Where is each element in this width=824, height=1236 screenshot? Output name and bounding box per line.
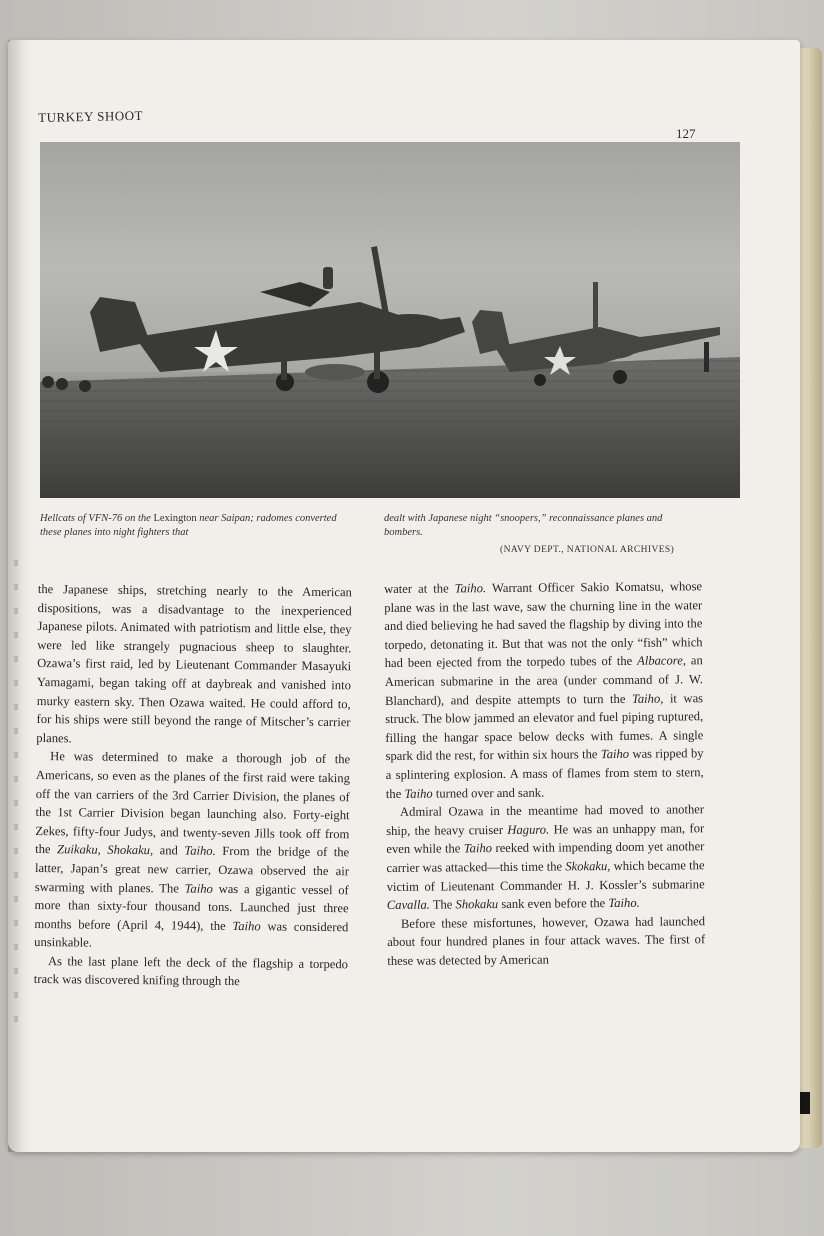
- body-text: Admiral Ozawa in the meantime had moved to another ship, the heavy cruiser: [386, 802, 705, 838]
- italic-text: Skokaku,: [565, 858, 611, 874]
- body-text: He was determined to make a thorough job of the Americans, so even as the planes of the first raid were taking off the van carriers of the 3rd Carrier Division, the planes of the 1st Carrier Division began launching also. Forty-eight Zekes, fifty-four Judys, and twenty-seven Jills took off from the: [35, 749, 351, 857]
- body-text: The: [429, 897, 456, 912]
- caption-part: Lexington: [153, 513, 197, 524]
- book-tab-marker: [800, 1092, 810, 1114]
- body-text: water at the: [384, 581, 455, 596]
- italic-text: Taiho.: [184, 843, 216, 859]
- photo-caption-right: dealt with Japanese night “snoopers,” reconnaissance planes and bombers.: [384, 513, 663, 538]
- caption-part: Hellcats of VFN-76 on the: [40, 513, 154, 524]
- body-text: and: [153, 843, 185, 858]
- paragraph: [384, 577, 704, 803]
- body-text: Before these misfortunes, however, Ozawa had launched about four hundred planes in four attack waves. The first of these was detected by American: [387, 913, 706, 968]
- italic-text: Shokaku: [455, 897, 499, 912]
- italic-text: Taiho: [463, 841, 493, 856]
- hellcat-carrier-photo: [40, 142, 740, 498]
- margin-pencil-marks: [14, 560, 18, 1040]
- body-text: turned over and sank.: [432, 785, 545, 801]
- aircraft-carrier-deck-photo-icon: [40, 142, 740, 498]
- italic-text: Albacore,: [637, 653, 686, 669]
- page-gutter-shadow: [8, 40, 30, 1152]
- body-text: it was struck. The blow jammed an elevator and fuel piping ruptured, filling the hangar space below decks with fumes. A single spark did the rest, for within six hours the: [385, 690, 704, 764]
- body-text: sank even before the: [498, 896, 609, 912]
- body-text: was considered unsinkable.: [34, 919, 349, 950]
- body-text: was a gigantic vessel of more than sixty-four thousand tons. Launched just three months before (April 4, 1944), the: [34, 881, 349, 933]
- body-text: an American submarine in the area (under command of J. W. Blanchard), and despite attempts to turn the: [384, 653, 703, 708]
- italic-text: Taiho: [404, 786, 433, 801]
- paragraph: [387, 912, 705, 971]
- body-text: From the bridge of the latter, Japan’s great new carrier, Ozawa observed the air swarming with planes. The: [34, 844, 350, 896]
- italic-text: Taiho: [232, 918, 261, 934]
- italic-text: Zuikaku, Shokaku,: [57, 842, 154, 858]
- photo-credit: (NAVY DEPT., NATIONAL ARCHIVES): [500, 545, 675, 555]
- paragraph: [36, 580, 352, 751]
- italic-text: Taiho: [184, 881, 213, 896]
- italic-text: Haguro.: [507, 822, 550, 837]
- body-text: As the last plane left the deck of the flagship a torpedo track was discovered knifing through the: [33, 954, 349, 989]
- body-text: Warrant Officer Sakio Komatsu, whose plane was in the last wave, saw the churning line in the water and died believing he had saved the flagship by diving into the torpedo, detonating it. But that was not the only “fish” which had been ejected from the torpedo tubes of the: [384, 579, 703, 671]
- paragraph: [34, 952, 348, 992]
- italic-text: Taiho: [600, 747, 630, 762]
- paragraph: [34, 747, 350, 955]
- paragraph: [386, 800, 705, 914]
- page-number: 127: [676, 126, 696, 141]
- body-text: which became the victim of Lieutenant Commander H. J. Kossler’s submarine: [386, 858, 705, 894]
- italic-text: Taiho.: [454, 581, 487, 596]
- running-head: TURKEY SHOOT: [38, 107, 144, 125]
- text-column-left: [34, 580, 352, 992]
- italic-text: Taiho,: [631, 691, 664, 706]
- italic-text: Taiho.: [608, 895, 640, 911]
- caption-part: near Saipan; radomes converted these planes into night fighters that: [40, 513, 337, 538]
- italic-text: Cavalla.: [386, 897, 430, 913]
- body-text: reeked with impending doom yet another carrier was attacked—this time the: [386, 839, 705, 875]
- body-text: the Japanese ships, stretching nearly to the American dispositions, was a disadvantage to the inexperienced Japanese pilots. Animated with patriotism and little else, they were led like strangely pugnacious sheep to slaughter. Ozawa’s first raid, led by Lieutenant Commander Masayuki Yamagami, began taking off at daybreak and vanished into murky eastern sky. Then Ozawa waited. He could afford to, for his ships were still beyond the range of Mitscher’s carrier planes.: [36, 581, 352, 746]
- text-column-right: [384, 577, 705, 970]
- photo-caption-left: [40, 512, 352, 540]
- body-text: was ripped by a splintering explosion. A mass of flames from stem to stern, the: [385, 746, 704, 801]
- body-text: He was an unhappy man, for even while the: [386, 820, 705, 857]
